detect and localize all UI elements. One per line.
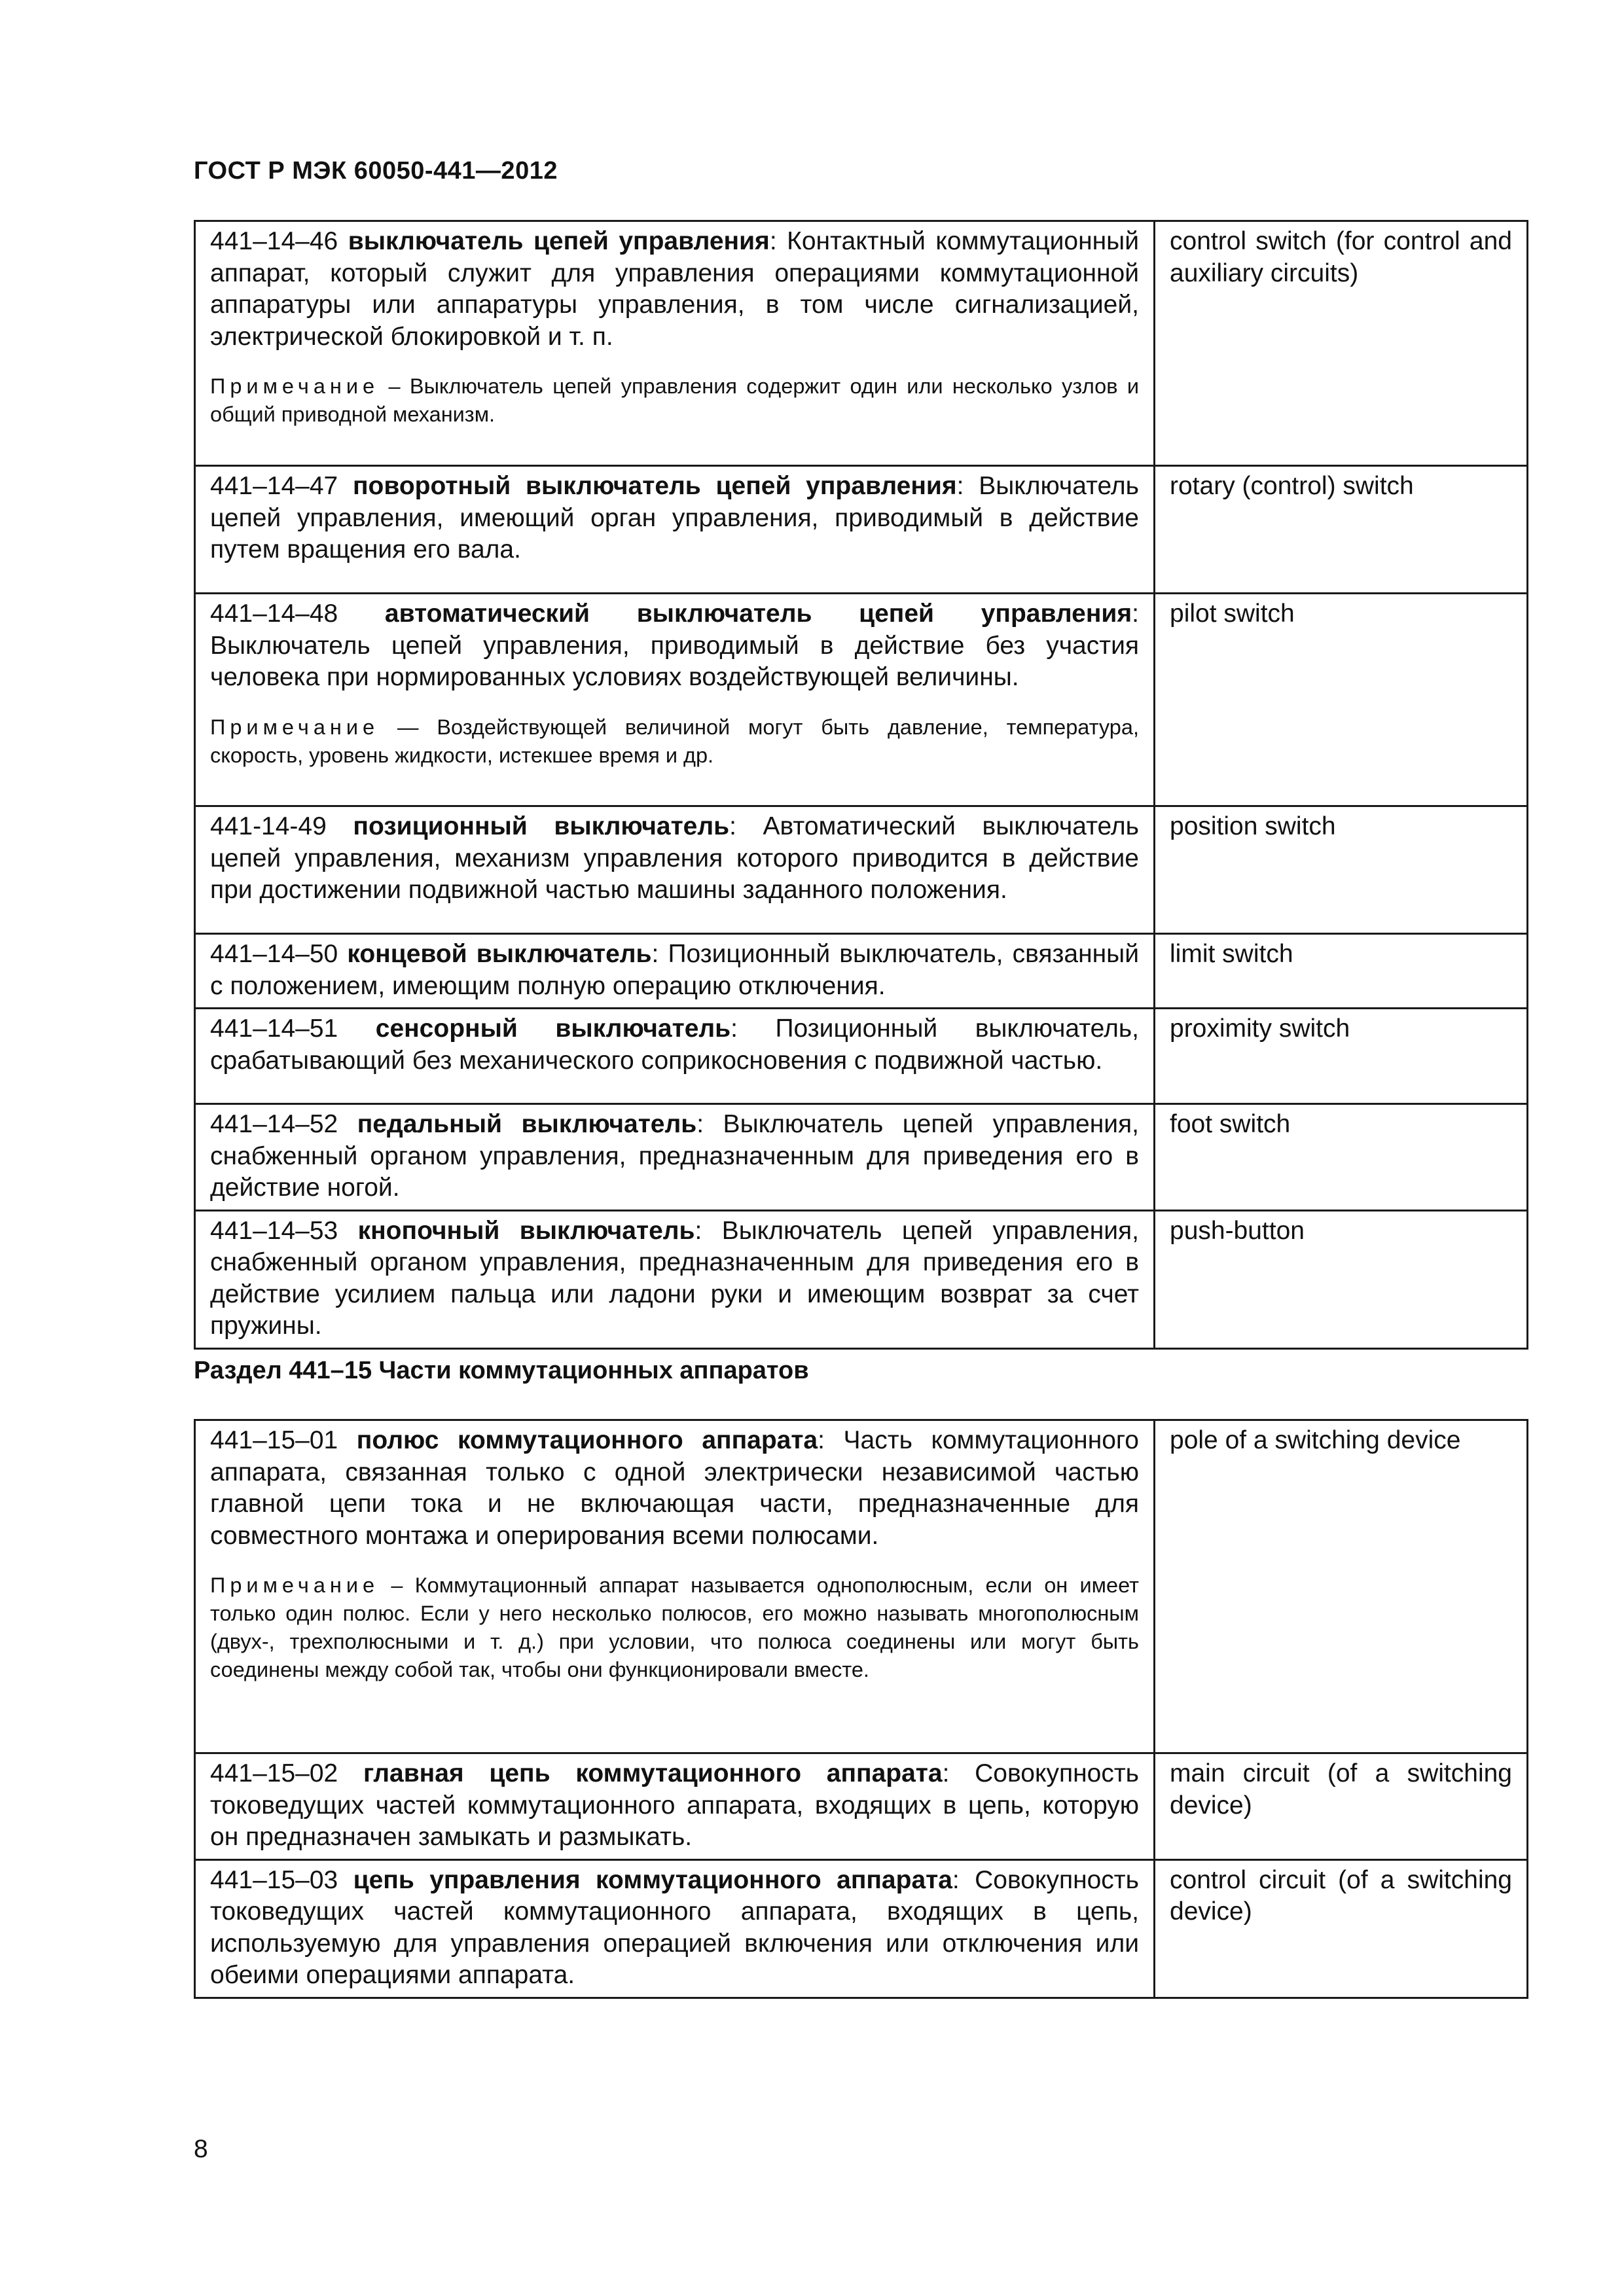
note-text: – Коммутационный аппарат называется однополюсным, если он имеет только один полюс. Если у него несколько полюсов, его можно называть многополюсным (двух-, трехполюсными и т. д.) при условии, что полюса соединены или могут быть соединены между собой так, чтобы они функционировали вместе.: [210, 1573, 1139, 1681]
term-name: концевой выключатель: [347, 940, 652, 968]
term-definition-cell: [195, 594, 1155, 806]
term-row-441-14-52: [195, 1104, 1528, 1211]
term-definition: : Выключатель цепей управления, имеющий орган управления, приводимый в действие путем вращения его вала.: [210, 472, 1139, 564]
note-text: — Воздействующей величиной могут быть давление, температура, скорость, уровень жидкости, истекшее время и др.: [210, 715, 1139, 767]
term-name: автоматический выключатель цепей управления: [384, 600, 1132, 628]
page-number: 8: [194, 2135, 208, 2163]
term-definition-cell: [195, 806, 1155, 934]
term-definition-cell: [195, 466, 1155, 594]
term-definition-cell: [195, 934, 1155, 1009]
term-row-441-14-50: [195, 934, 1528, 1009]
term-definition: : Совокупность токоведущих частей коммутационного аппарата, входящих в цепь, которую он предназначен замыкать и размыкать.: [210, 1759, 1139, 1851]
note-label: Примечание: [210, 374, 380, 398]
term-definition: : Позиционный выключатель, связанный с положением, имеющим полную операцию отключения.: [210, 940, 1139, 1000]
term-row-441-15-02: [195, 1753, 1528, 1860]
terms-table-section-441-15: [194, 1419, 1528, 1999]
term-definition: : Совокупность токоведущих частей коммутационного аппарата, входящих в цепь, используемую для управления операцией включения или отключения или обеими операциями аппарата.: [210, 1865, 1139, 1989]
term-name: сенсорный выключатель: [375, 1014, 731, 1043]
section-title: Раздел 441–15 Части коммутационных аппаратов: [194, 1357, 809, 1384]
term-row-441-15-03: [195, 1859, 1528, 1998]
term-name: позиционный выключатель: [353, 812, 730, 840]
term-definition: : Автоматический выключатель цепей управления, механизм управления которого приводится в действие при достижении подвижной частью машины заданного положения.: [210, 812, 1139, 904]
term-number: 441–15–01: [210, 1426, 338, 1454]
term-definition: : Выключатель цепей управления, снабженный органом управления, предназначенным для приведения его в действие ногой.: [210, 1110, 1140, 1202]
term-row-441-15-01: [195, 1420, 1528, 1753]
term-number: 441–15–02: [210, 1759, 338, 1787]
term-name: поворотный выключатель цепей управления: [352, 472, 957, 500]
term-definition: : Контактный коммутационный аппарат, который служит для управления операциями коммутационной аппаратуры или аппаратуры управления, в том числе сигнализацией, электрической блокировкой и т. п.: [210, 227, 1139, 351]
term-definition-cell: [195, 1859, 1155, 1998]
note-text: – Выключатель цепей управления содержит один или несколько узлов и общий приводной механизм.: [210, 374, 1139, 426]
term-english-equivalent: position switch: [1155, 806, 1528, 934]
term-number: 441–14–46: [210, 227, 338, 255]
term-definition: : Часть коммутационного аппарата, связанная только с одной электрически независимой частью главной цепи тока и не включающая части, предназначенные для совместного монтажа и оперирования всеми полюсами.: [210, 1426, 1139, 1550]
term-english-equivalent: main circuit (of a switching device): [1155, 1753, 1528, 1860]
term-definition-cell: [195, 1009, 1155, 1104]
term-number: 441-14-49: [210, 812, 327, 840]
term-row-441-14-53: [195, 1210, 1528, 1348]
term-name: полюс коммутационного аппарата: [356, 1426, 818, 1454]
note-label: Примечание: [210, 1573, 380, 1597]
term-english-equivalent: limit switch: [1155, 934, 1528, 1009]
term-english-equivalent: control switch (for control and auxiliary circuits): [1155, 221, 1528, 466]
term-name: педальный выключатель: [357, 1110, 697, 1138]
term-definition: : Позиционный выключатель, срабатывающий без механического соприкосновения с подвижной частью.: [210, 1014, 1139, 1075]
term-definition-cell: [195, 1753, 1155, 1860]
term-english-equivalent: push-button: [1155, 1210, 1528, 1348]
term-row-441-14-51: [195, 1009, 1528, 1104]
term-number: 441–14–52: [210, 1110, 338, 1138]
term-definition-cell: [195, 1210, 1155, 1348]
term-number: 441–14–51: [210, 1014, 338, 1043]
term-definition-cell: [195, 1104, 1155, 1211]
term-row-441-14-48: [195, 594, 1528, 806]
document-code-header: ГОСТ Р МЭК 60050-441—2012: [194, 157, 558, 185]
term-number: 441–14–50: [210, 940, 338, 968]
term-definition: : Выключатель цепей управления, снабженный органом управления, предназначенным для приведения его в действие усилием пальца или ладони руки и имеющим возврат за счет пружины.: [210, 1216, 1139, 1340]
term-english-equivalent: pole of a switching device: [1155, 1420, 1528, 1753]
term-number: 441–14–48: [210, 600, 338, 628]
term-row-441-14-49: [195, 806, 1528, 934]
note-label: Примечание: [210, 715, 380, 739]
term-definition: : Выключатель цепей управления, приводимый в действие без участия человека при нормированных условиях воздействующей величины.: [210, 600, 1139, 691]
term-english-equivalent: proximity switch: [1155, 1009, 1528, 1104]
term-name: цепь управления коммутационного аппарата: [353, 1865, 952, 1894]
terms-table-section-441-14: [194, 220, 1528, 1350]
term-number: 441–15–03: [210, 1865, 338, 1894]
term-english-equivalent: rotary (control) switch: [1155, 466, 1528, 594]
term-english-equivalent: foot switch: [1155, 1104, 1528, 1211]
term-definition-cell: [195, 1420, 1155, 1753]
term-number: 441–14–47: [210, 472, 338, 500]
term-row-441-14-47: [195, 466, 1528, 594]
term-english-equivalent: pilot switch: [1155, 594, 1528, 806]
term-name: выключатель цепей управления: [348, 227, 770, 255]
term-row-441-14-46: [195, 221, 1528, 466]
term-definition-cell: [195, 221, 1155, 466]
term-name: главная цепь коммутационного аппарата: [363, 1759, 943, 1787]
term-english-equivalent: control circuit (of a switching device): [1155, 1859, 1528, 1998]
term-name: кнопочный выключатель: [357, 1216, 695, 1245]
term-number: 441–14–53: [210, 1216, 338, 1245]
